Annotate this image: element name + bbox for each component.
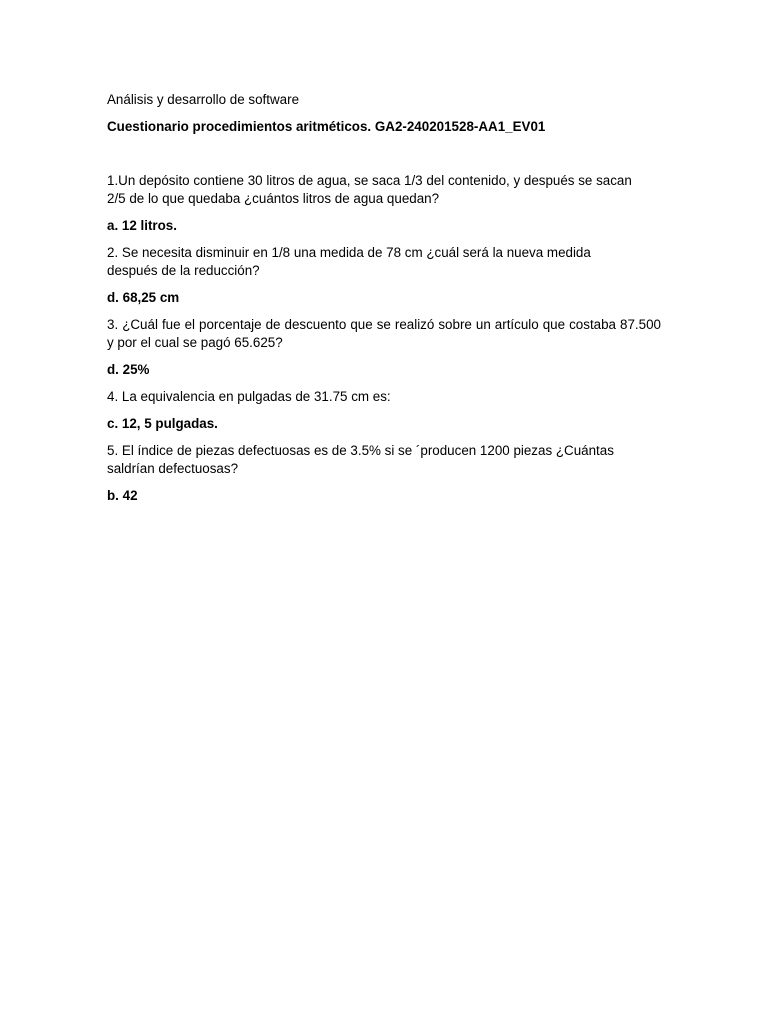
answer-5: b. 42	[107, 488, 138, 503]
question-1: 1.Un depósito contiene 30 litros de agua, se saca 1/3 del contenido, y después se sacan 2/5 de lo que quedaba ¿cuántos litros de agua quedan?	[107, 173, 632, 206]
answer-2: d. 68,25 cm	[107, 290, 180, 305]
subject-heading: Análisis y desarrollo de software	[107, 92, 300, 107]
answer-1: a. 12 litros.	[107, 218, 177, 233]
document-page	[107, 91, 661, 514]
question-5: 5. El índice de piezas defectuosas es de 3.5% si se ´producen 1200 piezas ¿Cuántas saldrían defectuosas?	[107, 443, 614, 476]
question-4: 4. La equivalencia en pulgadas de 31.75 cm es:	[107, 389, 391, 404]
answer-4: c. 12, 5 pulgadas.	[107, 416, 218, 431]
answer-3: d. 25%	[107, 362, 150, 377]
question-2: 2. Se necesita disminuir en 1/8 una medida de 78 cm ¿cuál será la nueva medida después de la reducción?	[107, 245, 591, 278]
document-title: Cuestionario procedimientos aritméticos. GA2-240201528-AA1_EV01	[107, 119, 546, 134]
question-3: 3. ¿Cuál fue el porcentaje de descuento que se realizó sobre un artículo que costaba 87.500 y por el cual se pagó 65.625?	[107, 317, 661, 350]
